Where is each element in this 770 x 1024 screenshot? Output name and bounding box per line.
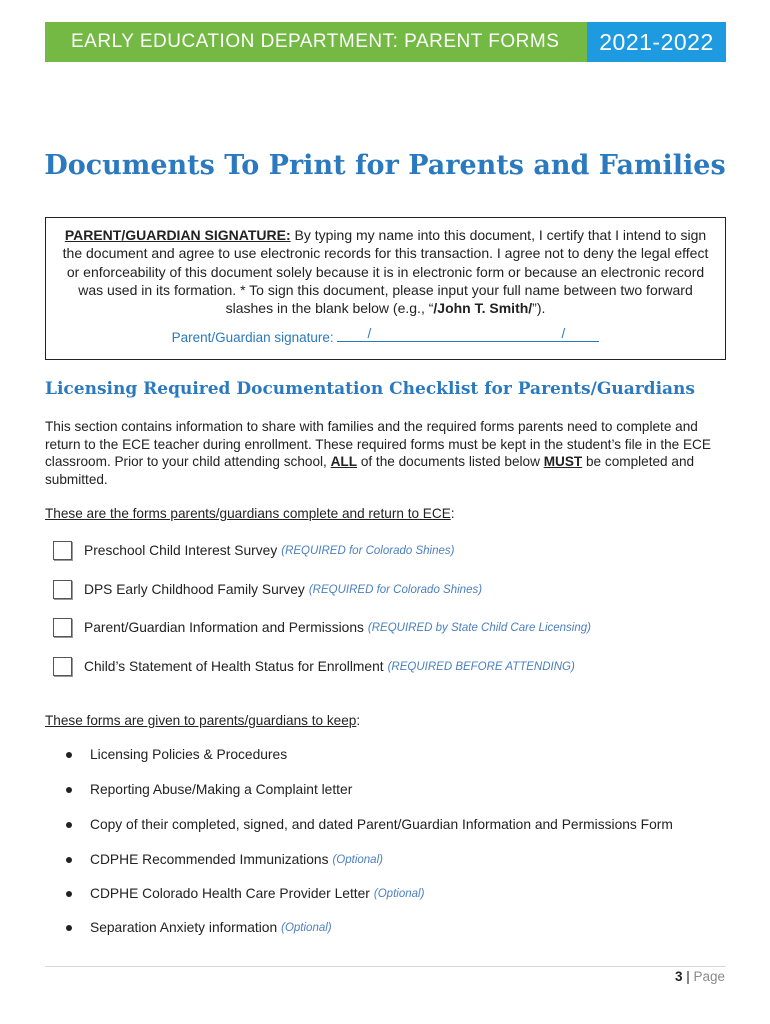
signature-lead: PARENT/GUARDIAN SIGNATURE:	[64, 227, 291, 243]
list-item-label: CDPHE Colorado Health Care Provider Letter	[90, 886, 370, 901]
bullet-icon	[66, 752, 72, 758]
page-number: 3	[674, 969, 683, 984]
bullet-icon	[66, 891, 72, 897]
department-title: EARLY EDUCATION DEPARTMENT: PARENT FORMS	[45, 22, 587, 62]
intro-text-3: be completed and submitted.	[45, 454, 695, 487]
list-item	[66, 782, 356, 797]
signature-text-end: ”).	[532, 300, 546, 317]
signature-box	[45, 217, 726, 360]
checklist-item	[53, 657, 575, 676]
checkbox[interactable]	[53, 580, 72, 599]
checklist-item	[53, 618, 591, 637]
checklist-note: (REQUIRED for Colorado Shines)	[308, 583, 483, 596]
complete-heading-text: These are the forms parents/guardians complete and return to ECE	[45, 506, 451, 521]
bullet-icon	[66, 857, 72, 863]
intro-all: ALL	[330, 454, 358, 470]
section-heading: Licensing Required Documentation Checklist for Parents/Guardians	[45, 379, 695, 399]
checklist-note: (REQUIRED by State Child Care Licensing)	[367, 621, 591, 634]
page-label: Page	[693, 969, 725, 984]
list-item	[66, 747, 291, 762]
bullet-icon	[66, 925, 72, 931]
signature-slash-end: /	[561, 326, 566, 342]
checklist-note: (REQUIRED for Colorado Shines)	[281, 544, 455, 557]
bullet-icon	[66, 787, 72, 793]
checklist-note: (REQUIRED BEFORE ATTENDING)	[387, 660, 575, 673]
list-item-label: Reporting Abuse/Making a Complaint letter	[90, 782, 353, 797]
complete-heading	[45, 506, 455, 521]
checklist-item	[53, 541, 454, 560]
list-item-note: (Optional)	[373, 887, 425, 900]
list-item-label: CDPHE Recommended Immunizations	[90, 852, 329, 867]
list-item	[66, 920, 332, 935]
signature-line	[56, 326, 715, 347]
checklist-item	[53, 580, 482, 599]
bullet-icon	[66, 822, 72, 828]
intro-text-2: of the documents listed below	[357, 454, 544, 470]
intro-paragraph	[45, 418, 729, 488]
checkbox[interactable]	[53, 541, 72, 560]
list-item-label: Licensing Policies & Procedures	[90, 747, 288, 762]
list-item-note: (Optional)	[281, 921, 332, 934]
signature-text: By typing my name into this document, I certify that I intend to sign the document and agree to use electronic records for this transaction. I agree not to deny the legal effect or enforceability of this document solely because it is in electronic form or because an electronic record was used in its formation. * To sign this document, please input your full name between two forward slashes in the blank below (e.g., “	[62, 227, 709, 317]
checklist-label: Child’s Statement of Health Status for Enrollment	[84, 659, 384, 674]
page-footer	[675, 969, 725, 984]
list-item-label: Separation Anxiety information	[90, 920, 278, 935]
keep-heading-colon: :	[356, 713, 361, 728]
signature-label: Parent/Guardian signature:	[171, 330, 334, 346]
signature-input[interactable]	[337, 326, 599, 342]
header-banner	[45, 22, 726, 62]
intro-text-1: This section contains information to share with families and the required forms parents need to complete and return to the ECE teacher during enrollment. These required forms must be kept in the student’s file in the ECE classroom. Prior to your child attending school,	[45, 419, 711, 470]
checkbox[interactable]	[53, 657, 72, 676]
list-item-label: Copy of their completed, signed, and dated Parent/Guardian Information and Permissions Form	[90, 817, 673, 832]
page-separator: |	[682, 969, 694, 984]
list-item	[66, 886, 424, 901]
checkbox[interactable]	[53, 618, 72, 637]
list-item	[66, 852, 383, 867]
checklist-label: Preschool Child Interest Survey	[84, 543, 278, 558]
checklist-label: Parent/Guardian Information and Permissions	[84, 620, 364, 635]
intro-must: MUST	[543, 454, 583, 470]
signature-example: /John T. Smith/	[433, 300, 533, 317]
page-title: Documents To Print for Parents and Families	[44, 150, 726, 181]
checklist-label: DPS Early Childhood Family Survey	[84, 582, 305, 597]
complete-heading-colon: :	[450, 506, 455, 521]
list-item	[66, 817, 677, 832]
list-item-note: (Optional)	[332, 853, 383, 866]
signature-slash-start: /	[367, 326, 372, 342]
school-year: 2021-2022	[587, 22, 726, 62]
keep-heading	[45, 713, 360, 728]
footer-divider	[45, 966, 726, 967]
keep-heading-text: These forms are given to parents/guardians to keep	[45, 713, 357, 728]
